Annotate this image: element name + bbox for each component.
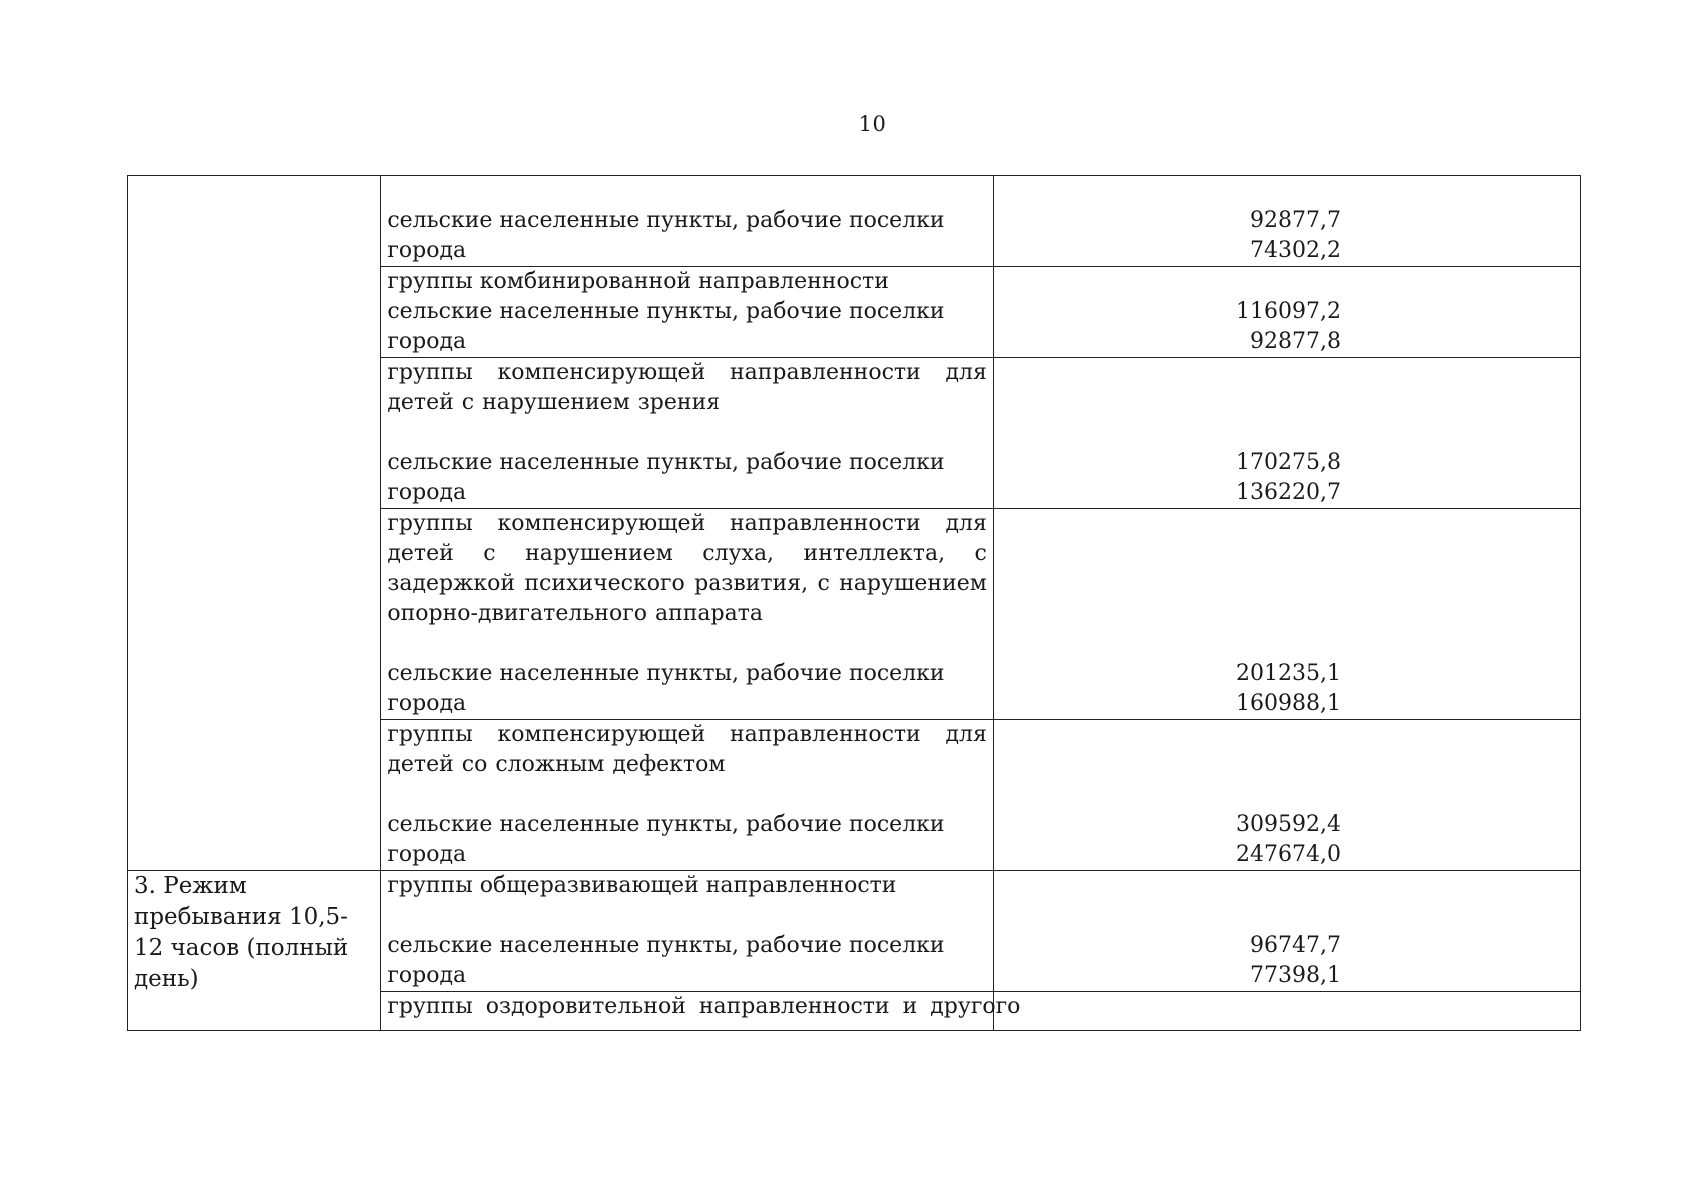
- value-city: 92877,8: [1250, 329, 1341, 354]
- city-label: города: [387, 691, 467, 716]
- value-cell: [993, 720, 1580, 871]
- group-header: группы компенсирующей направленности для детей с нарушением зрения: [387, 360, 987, 415]
- table-row: [128, 871, 1581, 992]
- city-label: города: [387, 842, 467, 867]
- value-cell: [993, 358, 1580, 509]
- group-header: группы общеразвивающей направленности: [387, 873, 897, 898]
- settlement-label: сельские населенные пункты, рабочие поселки: [387, 933, 945, 958]
- group-cell: [381, 509, 994, 720]
- page-number: 10: [858, 112, 887, 136]
- city-label: города: [387, 329, 467, 354]
- value-cell: [993, 509, 1580, 720]
- group-cell: [381, 720, 994, 871]
- value-city: 77398,1: [1250, 963, 1341, 988]
- value-settlement: 170275,8: [1236, 450, 1341, 475]
- settlement-label: сельские населенные пункты, рабочие поселки: [387, 661, 945, 686]
- group-header: группы оздоровительной направленности и другого: [387, 994, 1021, 1019]
- value-city: 160988,1: [1236, 691, 1341, 716]
- mode-cell-continued: [128, 176, 381, 871]
- tariff-table: [127, 175, 1581, 1031]
- value-cell: [993, 992, 1580, 1031]
- value-city: 74302,2: [1250, 238, 1341, 263]
- group-header: группы комбинированной направленности: [387, 269, 889, 294]
- settlement-label: сельские населенные пункты, рабочие поселки: [387, 208, 945, 233]
- table-row: [128, 176, 1581, 267]
- settlement-label: сельские населенные пункты, рабочие поселки: [387, 450, 945, 475]
- value-settlement: 201235,1: [1236, 661, 1341, 686]
- group-cell: [381, 992, 1021, 1031]
- city-label: города: [387, 963, 467, 988]
- value-city: 247674,0: [1236, 842, 1341, 867]
- settlement-label: сельские населенные пункты, рабочие поселки: [387, 812, 945, 837]
- group-cell: [381, 176, 994, 267]
- mode-label: 3. Режим пребывания 10,5-12 часов (полный день): [134, 873, 349, 992]
- value-city: 136220,7: [1236, 480, 1341, 505]
- city-label: города: [387, 480, 467, 505]
- group-header: группы компенсирующей направленности для детей со сложным дефектом: [387, 722, 987, 777]
- settlement-label: сельские населенные пункты, рабочие поселки: [387, 299, 945, 324]
- value-cell: [993, 267, 1580, 358]
- group-cell: [381, 871, 994, 992]
- value-cell: [993, 176, 1580, 267]
- value-settlement: 92877,7: [1250, 208, 1341, 233]
- value-settlement: 96747,7: [1250, 933, 1341, 958]
- value-settlement: 116097,2: [1236, 299, 1341, 324]
- group-cell: [381, 358, 994, 509]
- value-cell: [993, 871, 1580, 992]
- value-settlement: 309592,4: [1236, 812, 1341, 837]
- group-header: группы компенсирующей направленности для детей с нарушением слуха, интеллекта, с задержкой психического развития, с нарушением опорно-двигательного аппарата: [387, 511, 987, 626]
- city-label: города: [387, 238, 467, 263]
- mode-cell: [128, 871, 381, 1031]
- group-cell: [381, 267, 994, 358]
